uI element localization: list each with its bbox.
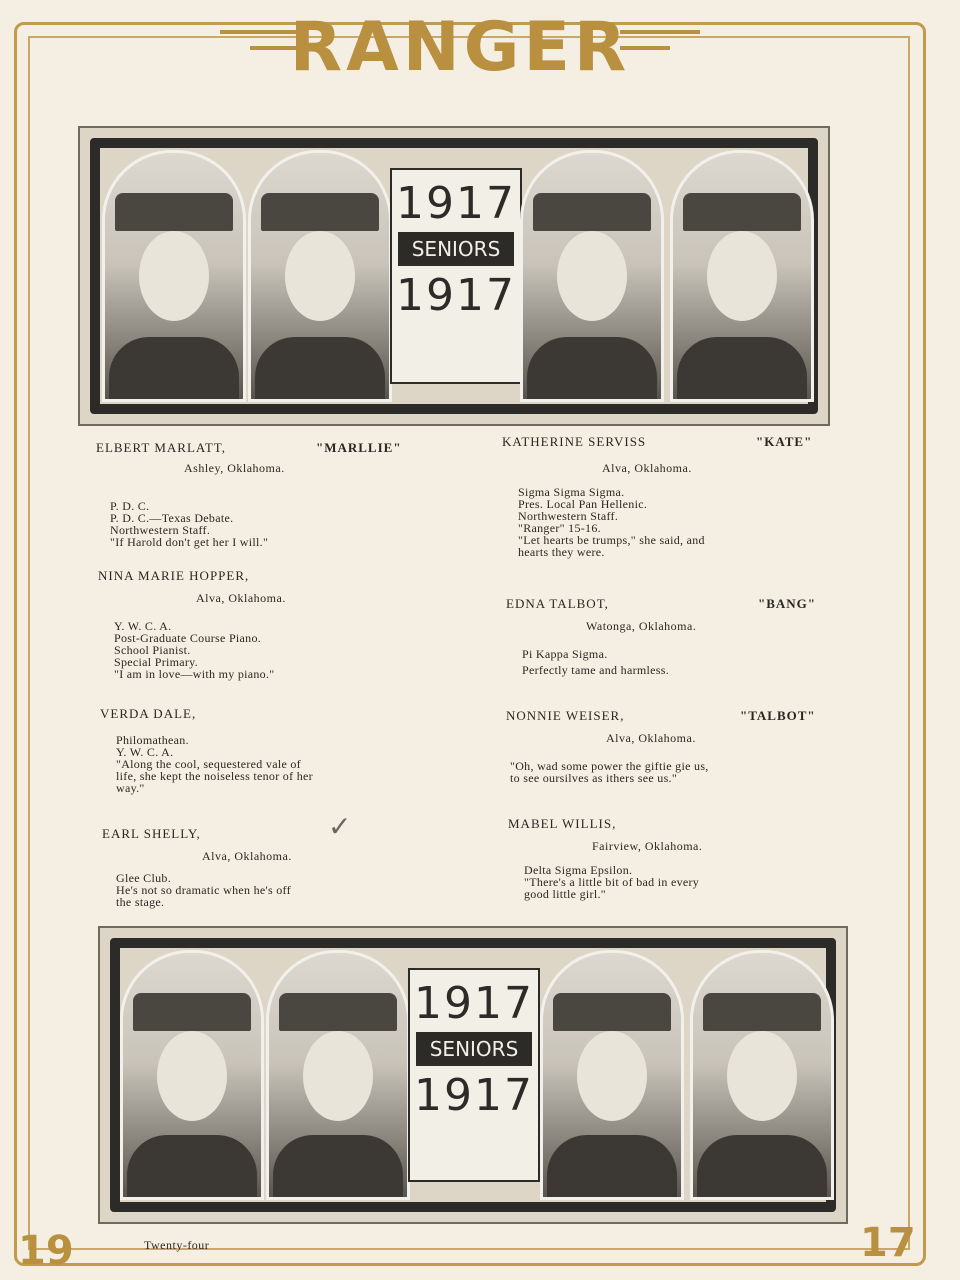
senior-entry [96, 568, 436, 681]
detail-line: to see oursilves as ithers see us." [510, 771, 678, 785]
senior-nickname: "MARLLIE" [316, 440, 402, 455]
senior-hometown: Ashley, Oklahoma. [184, 461, 285, 475]
detail-line: P. D. C.—Texas Debate. [110, 511, 234, 525]
senior-hometown: Alva, Oklahoma. [606, 731, 696, 745]
detail-line: good little girl." [524, 887, 606, 901]
pencil-checkmark-icon: ✓ [328, 812, 352, 843]
senior-details [116, 872, 291, 908]
page-number-label: Twenty-four [144, 1238, 210, 1252]
detail-line: Y. W. C. A. [114, 619, 172, 633]
detail-line: life, she kept the noiseless tenor of her [116, 769, 313, 783]
senior-name: NINA MARIE HOPPER, [98, 568, 250, 583]
senior-name: KATHERINE SERVISS [502, 434, 647, 449]
class-emblem [408, 968, 540, 1182]
senior-name: EARL SHELLY, [102, 826, 201, 841]
portrait-photo [670, 150, 814, 402]
senior-details [524, 864, 699, 900]
portrait-photo [102, 150, 246, 402]
portrait-photo [120, 950, 264, 1200]
senior-details [116, 734, 313, 794]
senior-hometown: Watonga, Oklahoma. [586, 619, 697, 633]
detail-line: Northwestern Staff. [518, 509, 619, 523]
emblem-label: SENIORS [398, 232, 514, 266]
emblem-year-top: 1917 [396, 178, 516, 229]
detail-line: the stage. [116, 895, 165, 909]
emblem-label: SENIORS [416, 1032, 532, 1066]
emblem-year-bottom: 1917 [414, 1070, 534, 1121]
detail-line: way." [116, 781, 145, 795]
detail-line: Post-Graduate Course Piano. [114, 631, 262, 645]
senior-details [522, 648, 669, 676]
detail-line: "Let hearts be trumps," she said, and [518, 533, 705, 547]
senior-name: NONNIE WEISER, [506, 708, 625, 723]
senior-nickname: "BANG" [758, 596, 816, 611]
senior-entry [502, 434, 842, 559]
detail-line: School Pianist. [114, 643, 191, 657]
portrait-photo [540, 950, 684, 1200]
detail-line: Philomathean. [116, 733, 189, 747]
detail-line: "There's a little bit of bad in every [524, 875, 700, 889]
senior-name: MABEL WILLIS, [508, 816, 617, 831]
portrait-photo [248, 150, 392, 402]
senior-hometown: Alva, Oklahoma. [602, 461, 692, 475]
detail-line: Sigma Sigma Sigma. [518, 485, 625, 499]
senior-name: ELBERT MARLATT, [96, 440, 227, 455]
senior-nickname: "KATE" [756, 434, 813, 449]
detail-line: Pres. Local Pan Hellenic. [518, 497, 648, 511]
senior-details [510, 760, 709, 784]
senior-entry [96, 826, 436, 909]
senior-details [518, 486, 705, 558]
masthead-title: RANGER [289, 8, 631, 87]
emblem-year-bottom: 1917 [396, 270, 516, 321]
photo-band-top [78, 126, 830, 426]
senior-name: VERDA DALE, [100, 706, 197, 721]
detail-line: "Ranger" 15-16. [518, 521, 601, 535]
detail-line: "I am in love—with my piano." [114, 667, 275, 681]
detail-line: Pi Kappa Sigma. [522, 647, 608, 661]
corner-year-left: 19 [18, 1228, 74, 1274]
senior-entry [502, 596, 842, 677]
class-emblem [390, 168, 522, 384]
detail-line: hearts they were. [518, 545, 605, 559]
detail-line: "Oh, wad some power the giftie gie us, [510, 759, 709, 773]
senior-details [110, 500, 268, 548]
senior-name: EDNA TALBOT, [506, 596, 609, 611]
detail-line: Glee Club. [116, 871, 171, 885]
detail-line: "Along the cool, sequestered vale of [116, 757, 301, 771]
senior-entry [96, 706, 436, 795]
portrait-photo [520, 150, 664, 402]
detail-line: Y. W. C. A. [116, 745, 174, 759]
masthead [0, 0, 960, 100]
detail-line: Perfectly tame and harmless. [522, 663, 670, 677]
detail-line: He's not so dramatic when he's off [116, 883, 291, 897]
photo-band-bottom [98, 926, 848, 1224]
detail-line: Northwestern Staff. [110, 523, 211, 537]
senior-hometown: Alva, Oklahoma. [202, 849, 292, 863]
detail-line: Special Primary. [114, 655, 199, 669]
senior-entry [502, 708, 842, 785]
senior-entry [96, 440, 436, 549]
senior-entry [502, 816, 842, 901]
detail-line: "If Harold don't get her I will." [110, 535, 269, 549]
senior-hometown: Fairview, Oklahoma. [592, 839, 703, 853]
emblem-year-top: 1917 [414, 978, 534, 1029]
senior-details [114, 620, 274, 680]
senior-hometown: Alva, Oklahoma. [196, 591, 286, 605]
senior-nickname: "TALBOT" [740, 708, 816, 723]
portrait-photo [266, 950, 410, 1200]
corner-year-right: 17 [860, 1220, 916, 1266]
detail-line: Delta Sigma Epsilon. [524, 863, 633, 877]
portrait-photo [690, 950, 834, 1200]
detail-line: P. D. C. [110, 499, 150, 513]
